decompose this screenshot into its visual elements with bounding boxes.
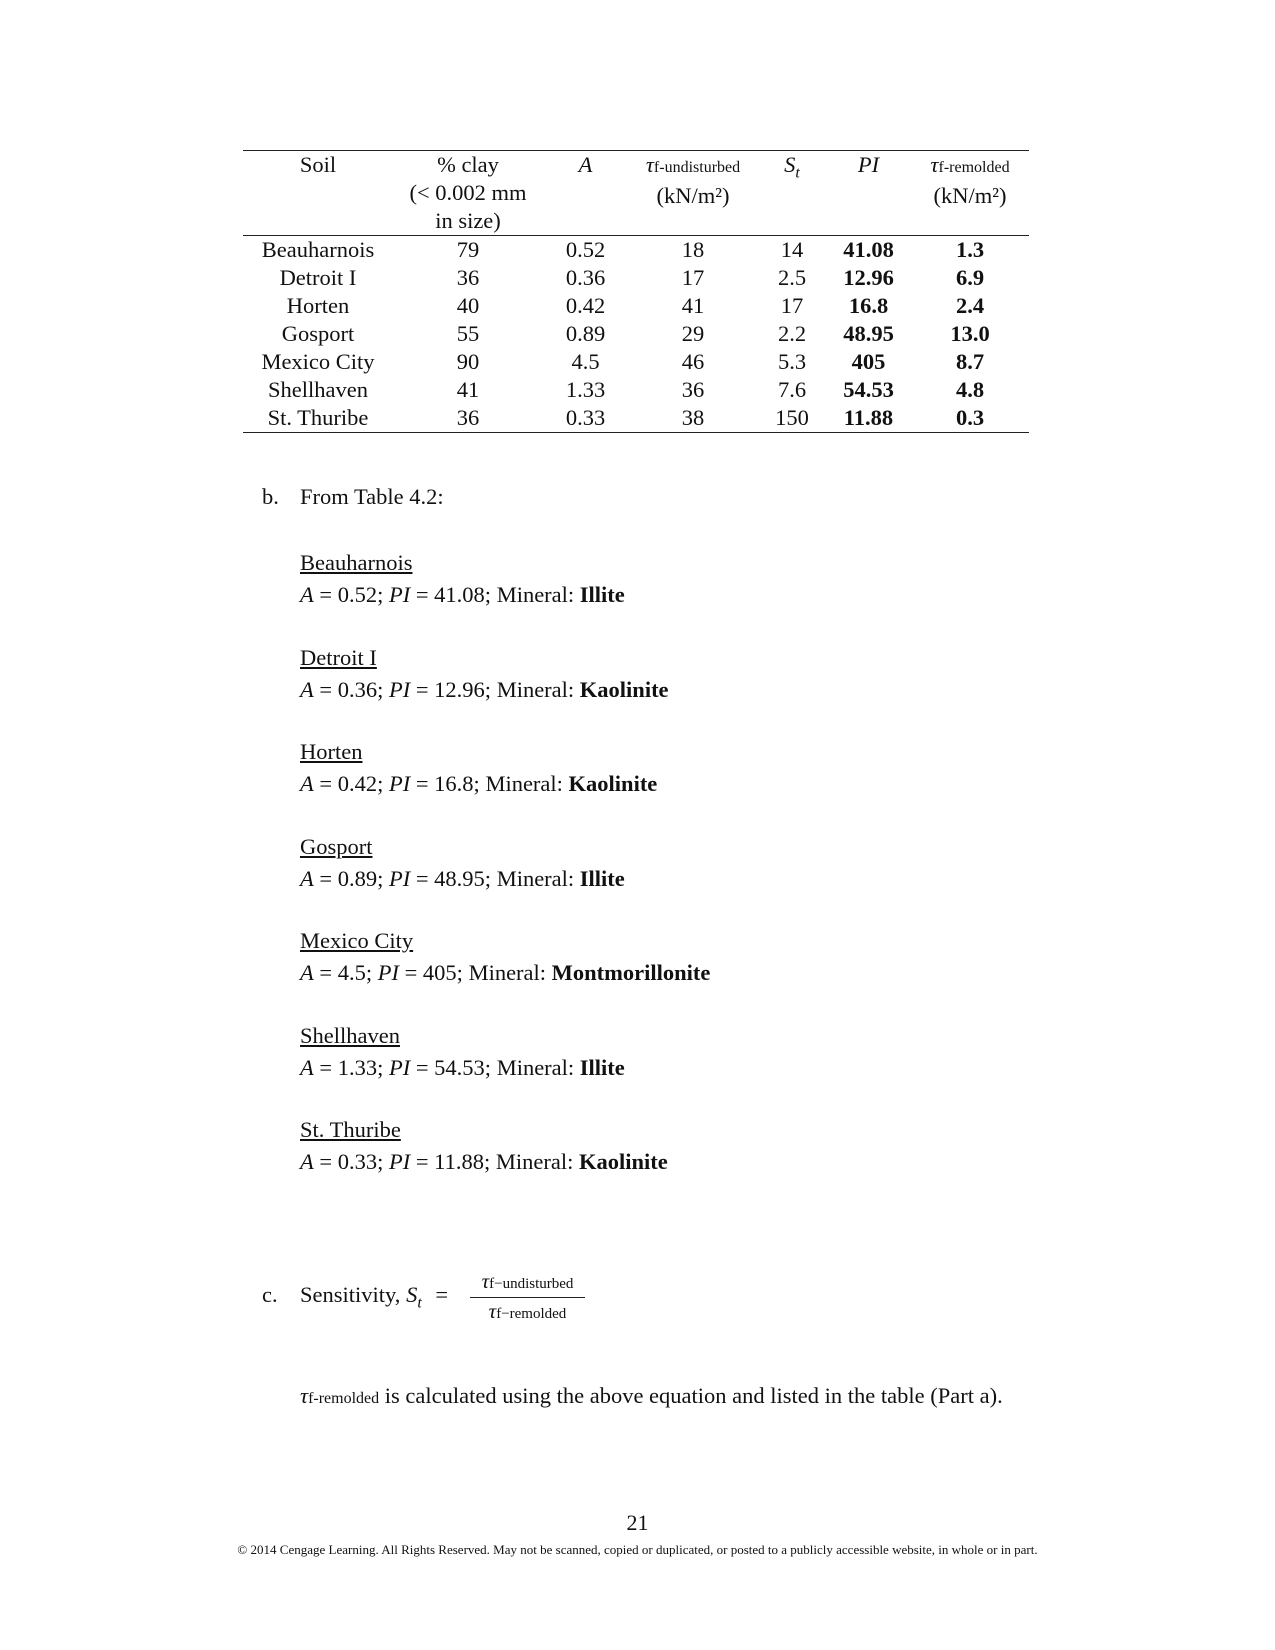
table-header-row (243, 151, 1029, 236)
cell-a: 0.36 (565, 265, 606, 290)
cell-a: 1.33 (565, 377, 606, 402)
cell-tau-rem: 0.3 (955, 405, 985, 430)
header-st: $S_t$ (784, 152, 800, 182)
cell-tau-und: 46 (681, 349, 705, 374)
cell-pi: 405 (851, 349, 886, 374)
fraction-numerator: τf−undisturbed (481, 1269, 574, 1293)
table-row (243, 376, 1029, 404)
cell-clay: 90 (456, 349, 480, 374)
soil-name: Detroit I (300, 644, 377, 670)
copyright-footer: © 2014 Cengage Learning. All Rights Reserved. May not be scanned, copied or duplicated, or posted to a publicly accessible website, in whole or in part. (237, 1542, 1038, 1557)
cell-pi: 48.95 (843, 321, 894, 346)
cell-pi: 54.53 (843, 377, 894, 402)
cell-soil: Mexico City (261, 349, 375, 374)
cell-st: 2.2 (777, 321, 807, 346)
mineral-name: Illite (579, 1054, 625, 1080)
soil-description: A = 0.42; PI = 16.8; Mineral: Kaolinite (300, 771, 658, 796)
cell-st: 5.3 (777, 349, 807, 374)
table-row (243, 292, 1029, 320)
cell-soil: St. Thuribe (267, 405, 369, 430)
soil-mineral-entry (300, 831, 625, 895)
table-row (243, 404, 1029, 433)
cell-soil: Shellhaven (268, 377, 368, 402)
soil-description: A = 0.33; PI = 11.88; Mineral: Kaolinite (300, 1149, 668, 1174)
mineral-name: Illite (579, 865, 625, 891)
soil-description: A = 4.5; PI = 405; Mineral: Montmorillonite (300, 960, 711, 985)
soil-name: St. Thuribe (300, 1117, 401, 1142)
cell-tau-und: 29 (681, 321, 705, 346)
cell-tau-und: 17 (681, 265, 705, 290)
table-row (243, 348, 1029, 376)
cell-a: 0.52 (565, 237, 606, 262)
cell-tau-rem: 6.9 (955, 265, 985, 290)
soil-name: Shellhaven (300, 1022, 400, 1048)
soil-mineral-entry (300, 1020, 625, 1084)
cell-clay: 55 (456, 321, 480, 346)
cell-pi: 11.88 (843, 405, 894, 430)
soil-name: Mexico City (300, 928, 414, 953)
table-row (243, 236, 1029, 265)
part-b-intro: From Table 4.2: (300, 484, 444, 509)
cell-st: 2.5 (777, 265, 807, 290)
soil-description: A = 1.33; PI = 54.53; Mineral: Illite (300, 1054, 625, 1080)
cell-tau-und: 41 (681, 293, 705, 318)
cell-a: 0.89 (565, 321, 606, 346)
cell-tau-rem: 1.3 (955, 237, 985, 262)
cell-clay: 40 (456, 293, 480, 318)
mineral-name: Illite (579, 582, 625, 607)
header-tau-undisturbed: τf-undisturbed (kN/m²) (645, 152, 741, 208)
remolded-note: τf-remolded is calculated using the above equation and listed in the table (Part a). (300, 1383, 1003, 1408)
cell-a: 4.5 (571, 349, 600, 374)
header-a: A (578, 152, 593, 177)
cell-tau-und: 38 (681, 405, 705, 430)
sensitivity-fraction (470, 1270, 585, 1325)
cell-pi: 16.8 (848, 293, 889, 318)
mineral-name: Kaolinite (578, 1149, 668, 1174)
fraction-denominator: τf−remolded (488, 1299, 567, 1323)
soil-mineral-entry (300, 547, 625, 611)
cell-tau-rem: 4.8 (955, 377, 985, 402)
mineral-name: Montmorillonite (551, 960, 711, 985)
cell-pi: 41.08 (843, 237, 894, 262)
soil-mineral-entry (300, 1114, 668, 1178)
cell-tau-und: 36 (681, 377, 705, 402)
cell-tau-rem: 8.7 (955, 349, 985, 374)
fraction-bar (470, 1297, 585, 1298)
soil-properties-table (243, 150, 1029, 433)
soil-name: Gosport (300, 833, 373, 859)
cell-soil: Beauharnois (261, 237, 375, 262)
table-row (243, 264, 1029, 292)
soil-mineral-entry (300, 642, 669, 706)
cell-soil: Gosport (281, 321, 355, 346)
cell-clay: 36 (456, 265, 480, 290)
mineral-name: Kaolinite (568, 771, 658, 796)
cell-a: 0.42 (565, 293, 606, 318)
header-tau-remolded: τf-remolded (kN/m²) (930, 152, 1010, 208)
cell-a: 0.33 (565, 405, 606, 430)
cell-tau-und: 18 (681, 237, 705, 262)
soil-mineral-entry (300, 736, 657, 800)
table-row (243, 320, 1029, 348)
cell-st: 150 (775, 405, 809, 430)
cell-clay: 41 (456, 377, 480, 402)
part-b-label: b. (262, 484, 279, 509)
soil-description: A = 0.89; PI = 48.95; Mineral: Illite (300, 865, 625, 891)
part-c-label: c. (262, 1282, 278, 1307)
header-pi: PI (857, 152, 880, 177)
soil-description: A = 0.52; PI = 41.08; Mineral: Illite (300, 582, 625, 607)
header-clay: % clay (< 0.002 mm in size) (409, 152, 527, 233)
soil-description: A = 0.36; PI = 12.96; Mineral: Kaolinite (300, 676, 669, 702)
soil-name: Horten (300, 739, 363, 764)
soil-mineral-entry (300, 925, 710, 989)
part-c-text: Sensitivity, $S_t$ = (300, 1282, 449, 1312)
cell-clay: 36 (456, 405, 480, 430)
cell-soil: Detroit I (279, 265, 357, 290)
cell-soil: Horten (286, 293, 350, 318)
cell-clay: 79 (456, 237, 480, 262)
cell-st: 17 (780, 293, 804, 318)
page-number: 21 (626, 1510, 649, 1535)
cell-st: 14 (780, 237, 804, 262)
mineral-name: Kaolinite (579, 676, 669, 702)
cell-pi: 12.96 (843, 265, 894, 290)
cell-tau-rem: 13.0 (950, 321, 990, 346)
header-soil: Soil (299, 152, 337, 177)
cell-st: 7.6 (777, 377, 807, 402)
soil-name: Beauharnois (300, 550, 413, 575)
cell-tau-rem: 2.4 (955, 293, 985, 318)
